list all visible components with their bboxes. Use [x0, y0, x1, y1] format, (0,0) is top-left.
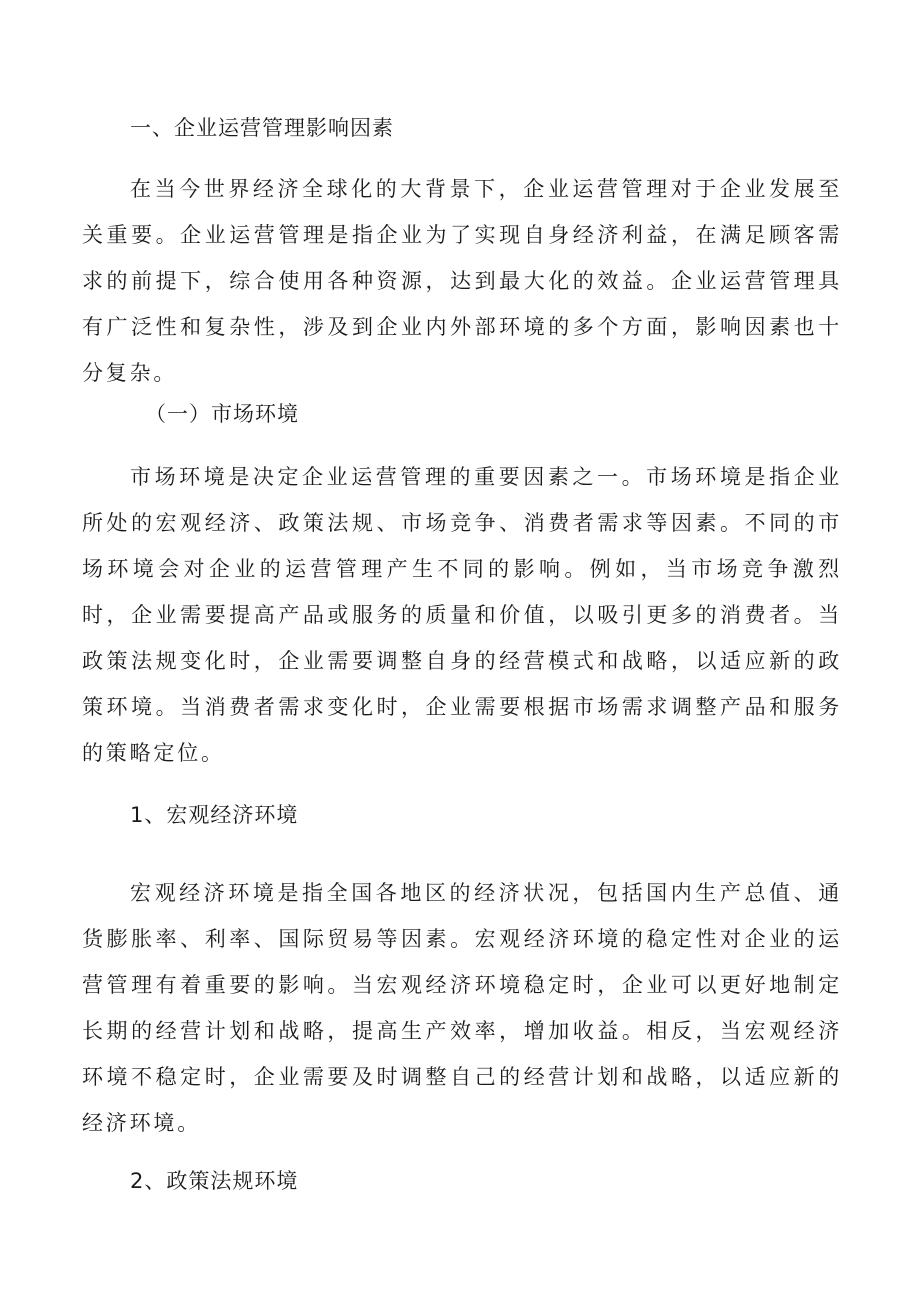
section-title-policy: 2、政策法规环境: [130, 1169, 299, 1193]
intro-paragraph: 在当今世界经济全球化的大背景下，企业运营管理对于企业发展至关重要。企业运营管理是指企业为了实现自身经济利益，在满足顾客需求的前提下，综合使用各种资源，达到最大化的效益。企业运营管理具有广泛性和复杂性，涉及到企业内外部环境的多个方面，影响因素也十分复杂。: [82, 177, 842, 385]
macroeconomic-paragraph: 宏观经济环境是指全国各地区的经济状况，包括国内生产总值、通货膨胀率、利率、国际贸易等因素。宏观经济环境的稳定性对企业的运营管理有着重要的影响。当宏观经济环境稳定时，企业可以更好地制定长期的经营计划和战略，提高生产效率，增加收益。相反，当宏观经济环境不稳定时，企业需要及时调整自己的经营计划和战略，以适应新的经济环境。: [82, 881, 842, 1135]
market-environment-paragraph: 市场环境是决定企业运营管理的重要因素之一。市场环境是指企业所处的宏观经济、政策法规、市场竞争、消费者需求等因素。不同的市场环境会对企业的运营管理产生不同的影响。例如，当市场竞争激烈时，企业需要提高产品或服务的质量和价值，以吸引更多的消费者。当政策法规变化时，企业需要调整自身的经营模式和战略，以适应新的政策环境。当消费者需求变化时，企业需要根据市场需求调整产品和服务的策略定位。: [82, 465, 842, 765]
section-title-macroeconomic: 1、宏观经济环境: [130, 803, 299, 827]
section-heading-main: 一、企业运营管理影响因素: [130, 116, 394, 140]
subheading-market-environment: （一）市场环境: [145, 402, 299, 426]
